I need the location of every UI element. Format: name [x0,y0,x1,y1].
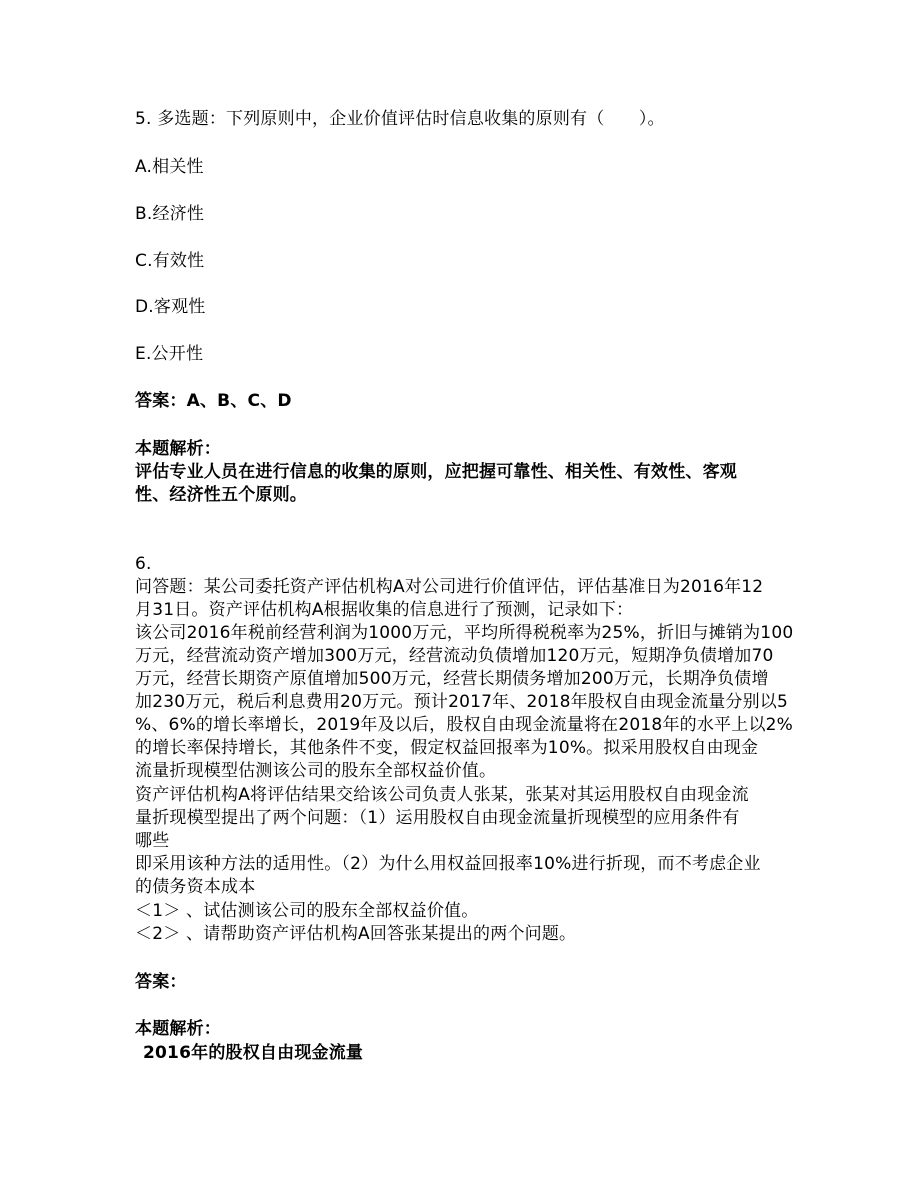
question-6-subquestion-2: ＜2＞ 、请帮助资产评估机构A回答张某提出的两个问题。 [135,924,577,944]
question-6-text-line: 该公司2016年税前经营利润为1000万元，平均所得税税率为25%，折旧与摊销为100 [135,623,794,643]
question-6-text-line: 的债务资本成本 [135,877,256,897]
question-5-option-b: B.经济性 [135,204,205,224]
question-5-option-e: E.公开性 [135,344,204,364]
question-5-option-a: A.相关性 [135,157,204,177]
question-6-answer: 答案： [135,972,187,992]
question-5-answer: 答案：A、B、C、D [135,391,292,411]
question-6-text-line: 问答题：某公司委托资产评估机构A对公司进行价值评估，评估基准日为2016年12 [135,577,764,597]
question-5-explanation-line: 性、经济性五个原则。 [135,485,307,505]
question-6-text-line: 月31日。资产评估机构A根据收集的信息进行了预测，记录如下： [135,600,634,620]
question-5-title: 5. 多选题：下列原则中，企业价值评估时信息收集的原则有（ ）。 [135,109,665,129]
question-5-explanation-line: 评估专业人员在进行信息的收集的原则，应把握可靠性、相关性、有效性、客观 [135,462,737,482]
question-6-text-line: 万元，经营长期资产原值增加500万元，经营长期债务增加200万元，长期净负债增 [135,669,769,689]
question-6-text-line: 量折现模型提出了两个问题：（1）运用股权自由现金流量折现模型的应用条件有 [135,808,740,828]
question-6-subquestion-1: ＜1＞ 、试估测该公司的股东全部权益价值。 [135,901,479,921]
question-6-explanation-line: 2016年的股权自由现金流量 [143,1043,364,1063]
question-6-text-line: 加230万元，税后利息费用20万元。预计2017年、2018年股权自由现金流量分别以5 [135,692,789,712]
question-6-text-line: 资产评估机构A将评估结果交给该公司负责人张某，张某对其运用股权自由现金流 [135,785,749,805]
question-6-explanation-label: 本题解析： [135,1019,221,1039]
question-6-number: 6. [135,554,152,574]
question-6-text-line: 即采用该种方法的适用性。（2）为什么用权益回报率10%进行折现，而不考虑企业 [135,854,761,874]
question-5-option-c: C.有效性 [135,251,205,271]
question-6-text-line: 流量折现模型估测该公司的股东全部权益价值。 [135,761,497,781]
question-6-text-line: 哪些 [135,831,170,851]
question-5-explanation-label: 本题解析： [135,439,221,459]
question-6-text-line: 的增长率保持增长，其他条件不变，假定权益回报率为10%。拟采用股权自由现金 [135,738,759,758]
question-6-text-line: %、6%的增长率增长，2019年及以后，股权自由现金流量将在2018年的水平上以2% [135,715,794,735]
question-5-option-d: D.客观性 [135,297,206,317]
question-6-text-line: 万元，经营流动资产增加300万元，经营流动负债增加120万元，短期净负债增加70 [135,646,774,666]
